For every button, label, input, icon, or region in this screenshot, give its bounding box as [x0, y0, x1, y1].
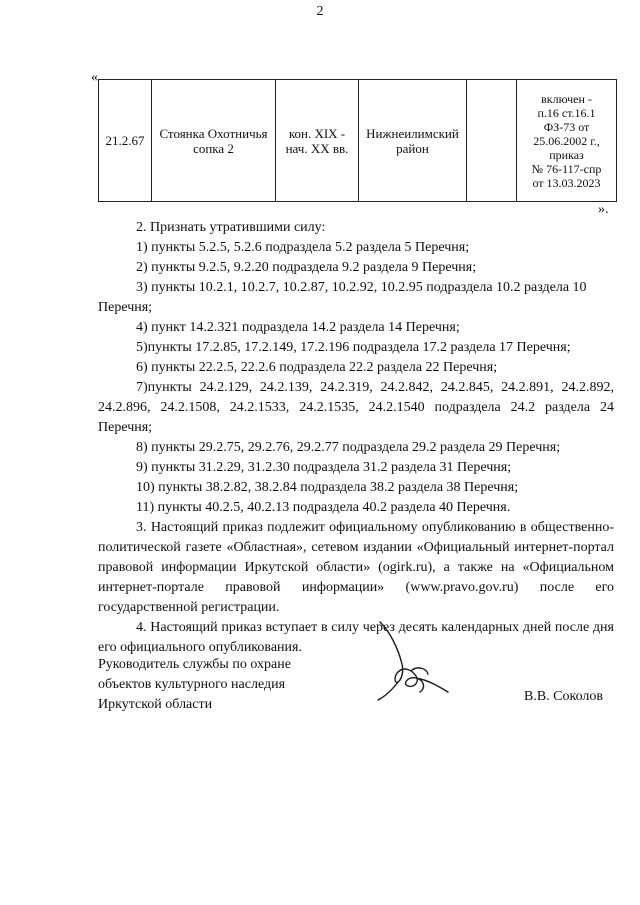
- list-item: 9) пункты 31.2.29, 31.2.30 подраздела 31.2 раздела 31 Перечня;: [136, 460, 512, 475]
- document-body: [98, 218, 614, 658]
- list-item: 1) пункты 5.2.5, 5.2.6 подраздела 5.2 раздела 5 Перечня;: [136, 240, 470, 255]
- list-item: 10) пункты 38.2.82, 38.2.84 подраздела 38.2 раздела 38 Перечня;: [136, 480, 519, 495]
- note-line: включен -: [541, 91, 592, 106]
- cell-location: Нижнеилимский район: [359, 80, 467, 202]
- table-row: [99, 80, 617, 202]
- list-item: 6) пункты 22.2.5, 22.2.6 подраздела 22.2 раздела 22 Перечня;: [136, 360, 498, 375]
- list-item: 4) пункт 14.2.321 подраздела 14.2 раздела 14 Перечня;: [136, 320, 460, 335]
- list-item: 11) пункты 40.2.5, 40.2.13 подраздела 40.2 раздела 40 Перечня.: [136, 500, 511, 515]
- signer-title-line: объектов культурного наследия: [98, 677, 286, 692]
- signer-position: [98, 655, 291, 715]
- cell-inclusion-note: [517, 80, 617, 202]
- cell-empty: [467, 80, 517, 202]
- paragraph-publication: 3. Настоящий приказ подлежит официальному опубликованию в общественно-политической газете «Областная», сетевом издании «Официальный интернет-портал правовой информации Иркутской области» (ogirk.ru), а также на «Официальном интернет-портале правовой информации» (www.pravo.gov.ru) после его государственной регистрации.: [98, 520, 614, 615]
- paragraph-effective-date: 4. Настоящий приказ вступает в силу через десять календарных дней после дня его официального опубликования.: [98, 620, 614, 655]
- list-item: 5)пункты 17.2.85, 17.2.149, 17.2.196 подраздела 17.2 раздела 17 Перечня;: [136, 340, 571, 355]
- page-number: 2: [316, 4, 324, 19]
- cell-object-name: Стоянка Охотничья сопка 2: [152, 80, 276, 202]
- note-line: от 13.03.2023: [532, 175, 601, 190]
- paragraph-repeal-heading: 2. Признать утратившими силу:: [136, 220, 326, 235]
- handwritten-signature: [368, 618, 458, 708]
- closing-quote-mark: ».: [598, 202, 609, 217]
- cell-dating: кон. XIX - нач. XX вв.: [276, 80, 359, 202]
- signer-title-line: Руководитель службы по охране: [98, 657, 291, 672]
- note-line: № 76-117-спр: [531, 161, 602, 176]
- note-line: 25.06.2002 г.,: [533, 133, 600, 148]
- cell-item-number: 21.2.67: [99, 80, 152, 202]
- list-item: 8) пункты 29.2.75, 29.2.76, 29.2.77 подраздела 29.2 раздела 29 Перечня;: [136, 440, 561, 455]
- signer-title-line: Иркутской области: [98, 697, 213, 712]
- heritage-register-table: [98, 79, 617, 202]
- list-item: 3) пункты 10.2.1, 10.2.7, 10.2.87, 10.2.92, 10.2.95 подраздела 10.2 раздела 10 Перечня;: [98, 280, 587, 315]
- opening-quote-mark: «: [91, 70, 98, 85]
- note-line: приказ: [549, 147, 584, 162]
- signer-name: В.В. Соколов: [524, 689, 604, 704]
- note-line: ФЗ-73 от: [543, 119, 590, 134]
- list-item: 7)пункты 24.2.129, 24.2.139, 24.2.319, 24.2.842, 24.2.845, 24.2.891, 24.2.892, 24.2.896, 24.2.1508, 24.2.1533, 24.2.1535, 24.2.1540 подраздела 24.2 раздела 24 Перечня;: [98, 380, 614, 435]
- note-line: п.16 ст.16.1: [537, 105, 596, 120]
- list-item: 2) пункты 9.2.5, 9.2.20 подраздела 9.2 раздела 9 Перечня;: [136, 260, 477, 275]
